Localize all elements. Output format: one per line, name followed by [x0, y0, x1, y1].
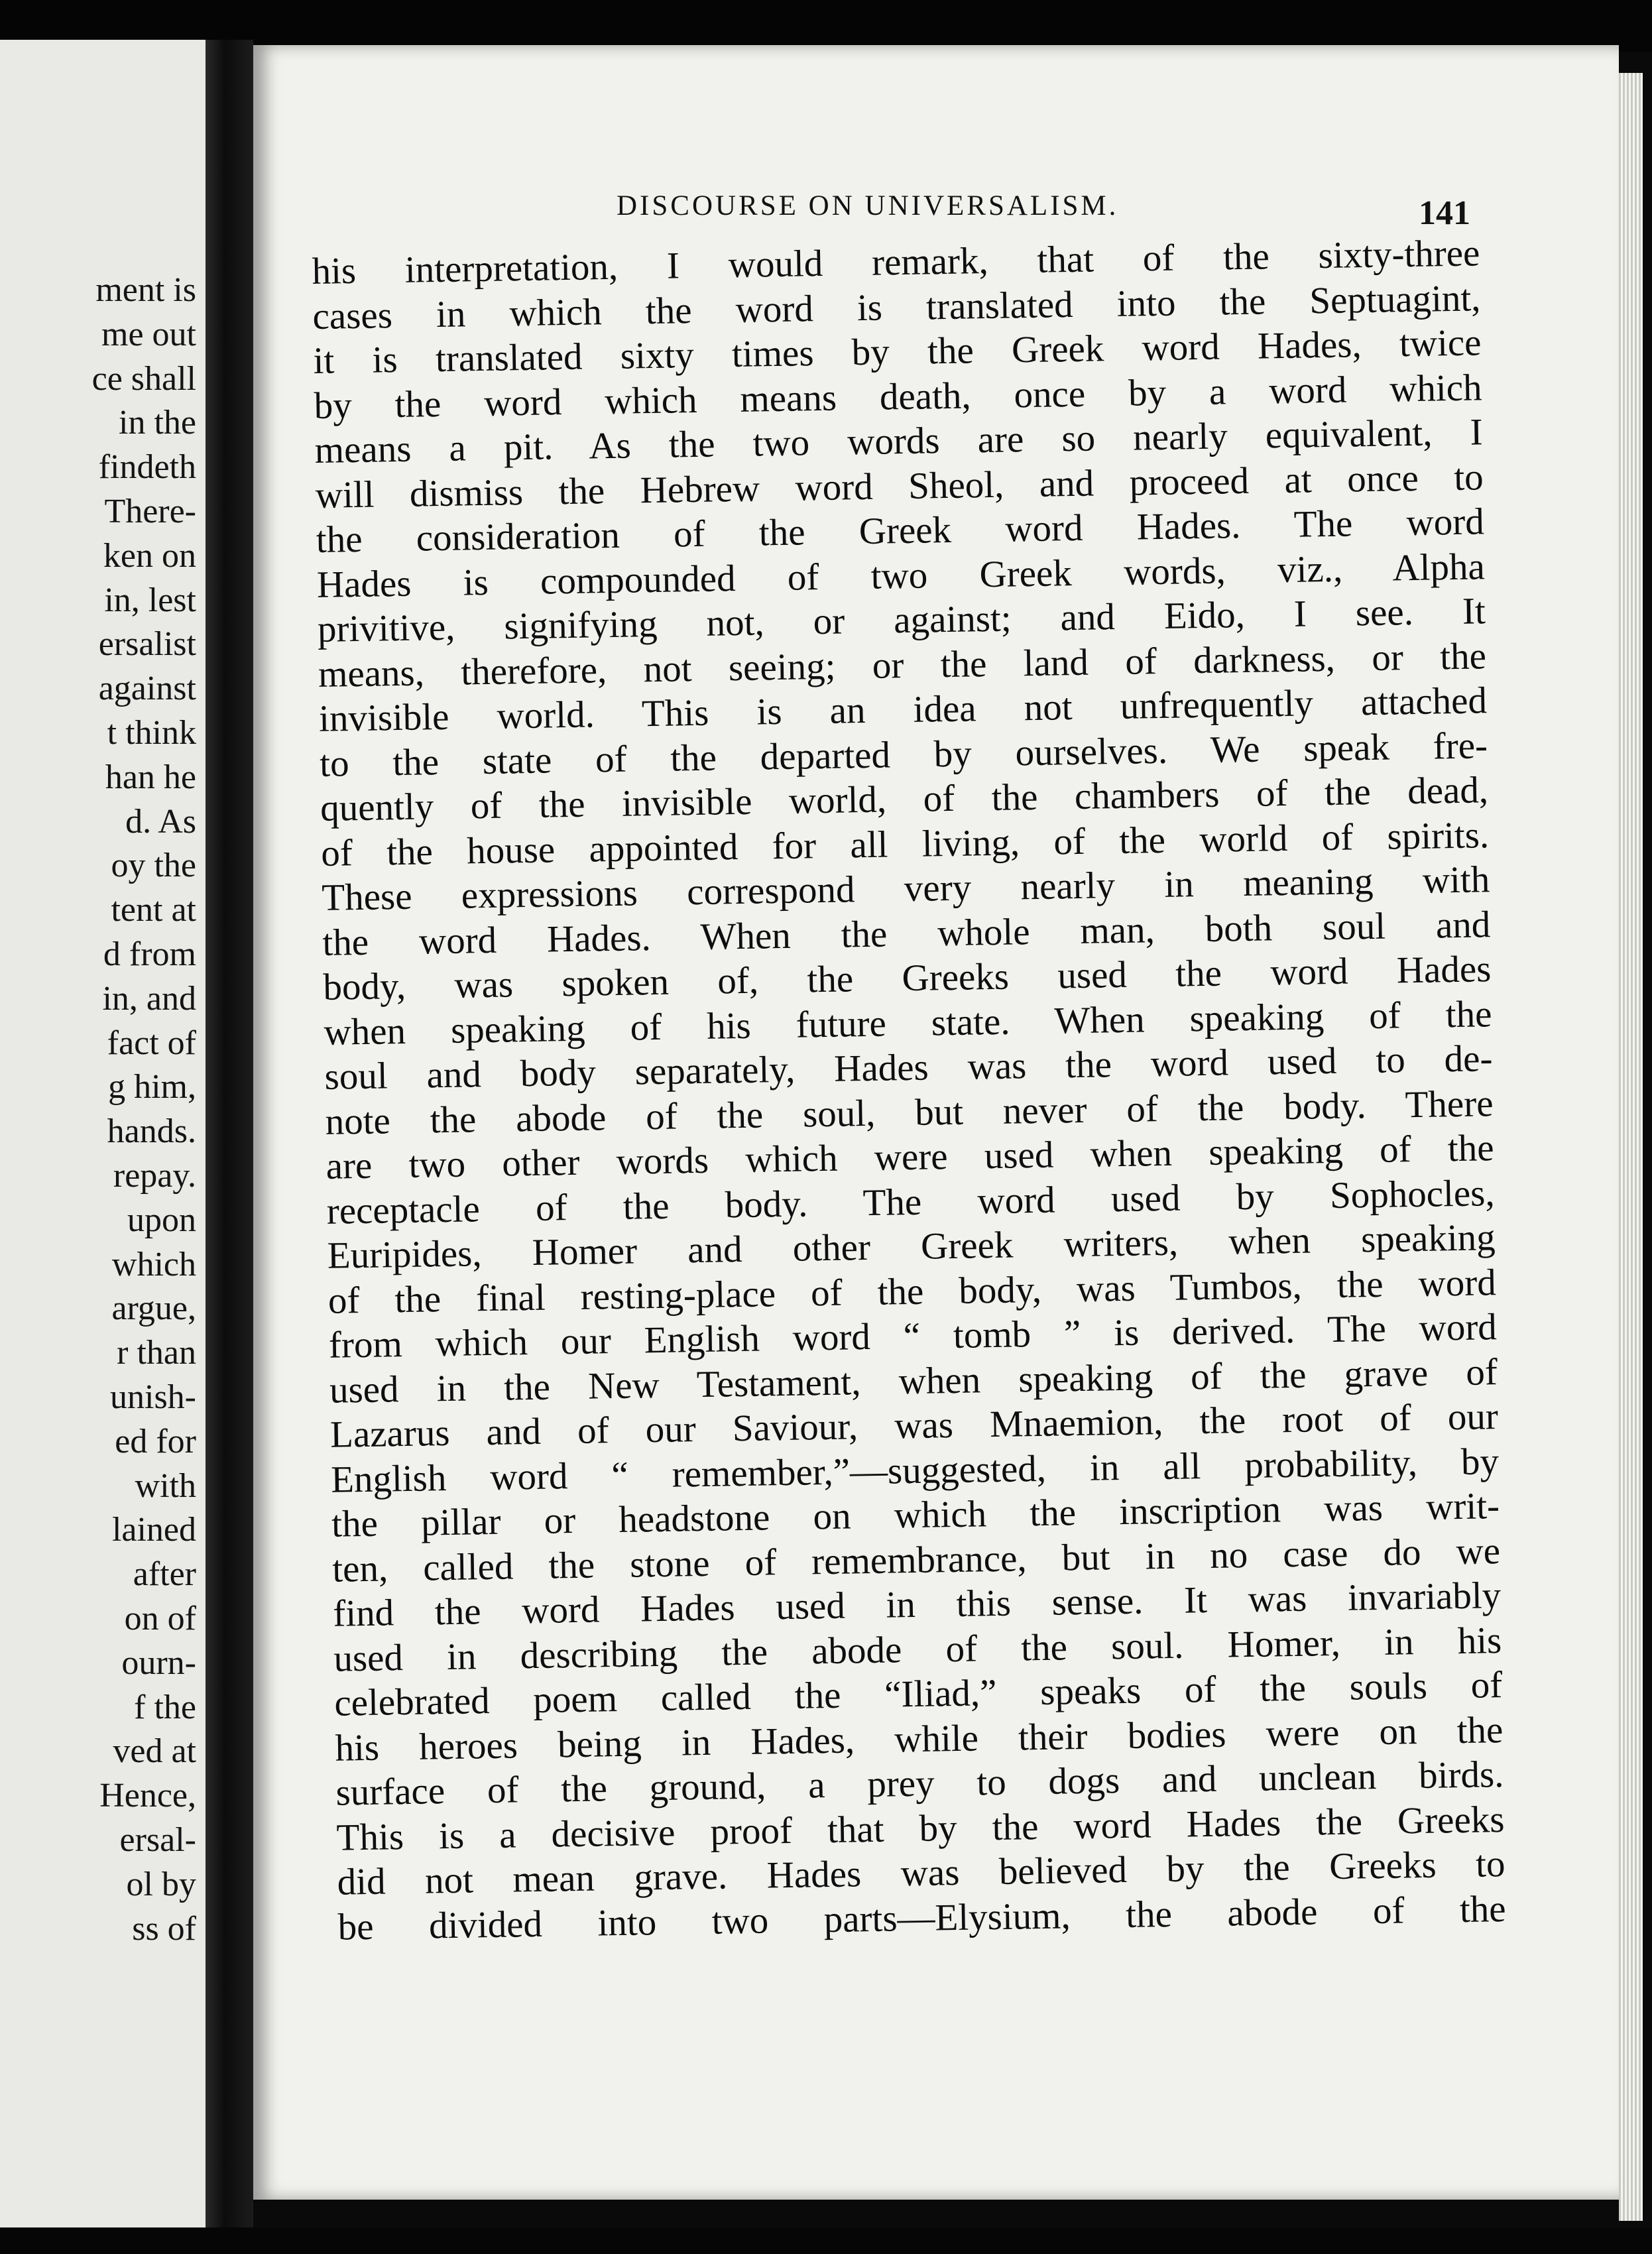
text-line: when speaking of his future state. When speaking of the [324, 992, 1492, 1053]
left-page-line-fragment: in, and [102, 979, 196, 1018]
left-page-line-fragment: ersalist [98, 625, 196, 664]
left-page-line-fragment: f the [134, 1688, 196, 1726]
page-number: 141 [1419, 194, 1470, 232]
left-page-line-fragment: ce shall [91, 359, 196, 398]
text-line: used in describing the abode of the soul. Homer, in his [333, 1619, 1502, 1680]
text-line: the consideration of the Greek word Hades. The word [316, 501, 1485, 561]
running-head: DISCOURSE ON UNIVERSALISM. [617, 190, 1119, 221]
left-page-line-fragment: t think [107, 714, 196, 752]
left-page-line-fragment: fact of [107, 1024, 196, 1062]
text-line: find the word Hades used in this sense. It was invariably [332, 1574, 1502, 1635]
text-line: did not mean grave. Hades was believed by the Greeks to [337, 1843, 1505, 1903]
left-page-line-fragment: against [98, 670, 196, 708]
left-page-line-fragment: ken on [103, 536, 196, 575]
text-line: means, therefore, not seeing; or the land of darkness, or the [318, 634, 1487, 695]
page-edges [1619, 73, 1643, 2221]
left-page-line-fragment: me out [101, 315, 196, 353]
text-line: quently of the invisible world, of the chambers of the dead, [320, 769, 1489, 829]
left-page-line-fragment: han he [105, 758, 196, 796]
text-line: These expressions correspond very nearly in meaning with [321, 859, 1490, 919]
left-page-line-fragment: which [111, 1245, 196, 1283]
text-line: to the state of the departed by ourselves. We speak fre- [319, 724, 1488, 785]
left-page-line-fragment: ourn- [121, 1643, 196, 1682]
text-line: be divided into two parts—Elysium, the abode of the [337, 1887, 1507, 1948]
left-page-line-fragment: ersal- [119, 1821, 196, 1859]
text-line: of the house appointed for all living, of the world of spirits. [320, 813, 1490, 874]
left-page-line-fragment: argue, [111, 1289, 196, 1328]
left-page-line-fragment: tent at [111, 891, 196, 929]
text-line: Hades is compounded of two Greek words, viz., Alpha [316, 545, 1486, 606]
text-line: the word Hades. When the whole man, both soul and [322, 903, 1491, 964]
left-page-line-fragment: ved at [113, 1732, 196, 1771]
text-line: by the word which means death, once by a word which [314, 366, 1482, 427]
text-line: surface of the ground, a prey to dogs and unclean birds. [335, 1753, 1504, 1814]
text-line: his heroes being in Hades, while their bodies were on the [335, 1708, 1504, 1769]
text-line: will dismiss the Hebrew word Sheol, and proceed at once to [315, 455, 1484, 516]
left-page-line-fragment: Hence, [99, 1777, 196, 1815]
left-page-line-fragment: d. As [125, 802, 196, 841]
left-page-line-fragment: upon [127, 1201, 196, 1239]
text-line: it is translated sixty times by the Greek word Hades, twice [313, 322, 1482, 382]
text-line: celebrated poem called the “Iliad,” speaks of the souls of [333, 1664, 1503, 1724]
text-line: ten, called the stone of remembrance, but in no case do we [331, 1529, 1501, 1590]
left-page-line-fragment: findeth [98, 448, 196, 487]
text-line: means a pit. As the two words are so nearly equivalent, I [314, 411, 1484, 471]
left-page-line-fragment: in, lest [104, 581, 196, 619]
text-line: privitive, signifying not, or against; and Eido, I see. It [317, 590, 1486, 650]
left-page-line-fragment: ss of [132, 1909, 196, 1948]
left-page [0, 40, 206, 2227]
left-page-line-fragment: ol by [126, 1865, 196, 1903]
text-line: body, was spoken of, the Greeks used the word Hades [322, 948, 1492, 1008]
left-page-line-fragment: unish- [110, 1378, 196, 1416]
book-gutter [206, 40, 253, 2254]
left-page-line-fragment: g him, [108, 1068, 196, 1106]
left-page-line-fragment: with [135, 1466, 196, 1505]
scan-border-bottom [0, 2227, 1652, 2254]
left-page-line-fragment: repay. [113, 1157, 196, 1195]
left-page-line-fragment: ment is [95, 271, 196, 309]
text-line: soul and body separately, Hades was the word used to de- [324, 1038, 1493, 1098]
text-line: This is a decisive proof that by the word Hades the Greeks [336, 1798, 1505, 1859]
text-line: the pillar or headstone on which the inscription was writ- [331, 1485, 1500, 1545]
text-line: Euripides, Homer and other Greek writers, when speaking [327, 1216, 1496, 1277]
text-line: receptacle of the body. The word used by Sophocles, [326, 1171, 1496, 1232]
text-line: of the final resting-place of the body, was Tumbos, the word [327, 1261, 1497, 1322]
left-page-line-fragment: after [133, 1555, 196, 1594]
text-line: used in the New Testament, when speaking of the grave of [329, 1350, 1498, 1411]
left-page-line-fragment: oy the [111, 847, 196, 885]
left-page-line-fragment: in the [119, 404, 196, 442]
left-page-line-fragment: lained [111, 1511, 196, 1549]
text-line: Lazarus and of our Saviour, was Mnaemion, the root of our [329, 1395, 1499, 1456]
left-page-line-fragment: on of [124, 1600, 196, 1637]
left-page-line-fragment: r than [117, 1334, 196, 1372]
text-line: his interpretation, I would remark, that of the sixty-three [312, 232, 1480, 292]
text-line: note the abode of the soul, but never of the body. There [325, 1082, 1494, 1143]
text-line: invisible world. This is an idea not unfrequently attached [318, 680, 1488, 740]
left-page-line-fragment: There- [104, 493, 196, 530]
text-line: English word “ remember,”—suggested, in all probability, by [330, 1440, 1500, 1501]
left-page-line-fragment: hands. [107, 1112, 196, 1151]
text-line: are two other words which were used when speaking of the [325, 1127, 1495, 1187]
text-line: from which our English word “ tomb ” is derived. The word [328, 1306, 1498, 1366]
left-page-line-fragment: ed for [115, 1422, 196, 1460]
body-text [312, 231, 1506, 1949]
left-page-line-fragment: d from [103, 935, 196, 973]
text-line: cases in which the word is translated into the Septuagint, [312, 276, 1481, 337]
